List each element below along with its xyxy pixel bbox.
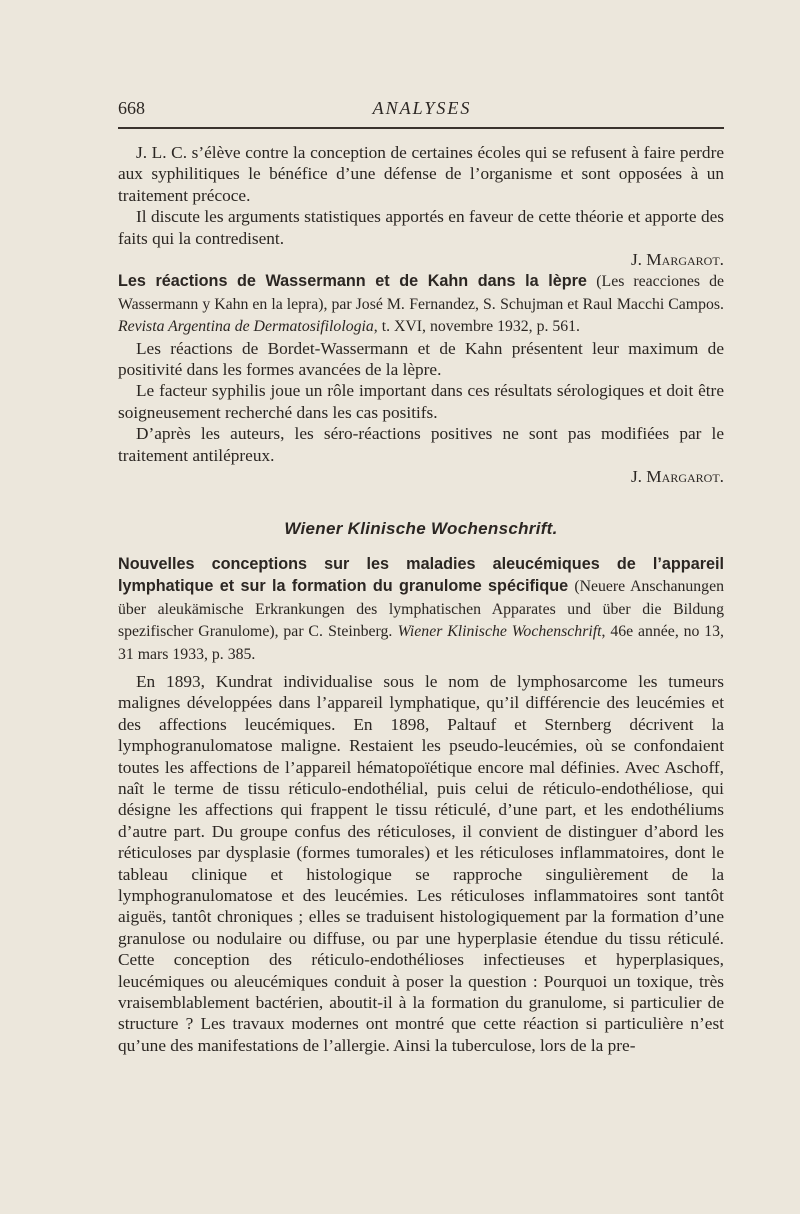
reference-text: . <box>720 295 724 313</box>
author-name: Fernandez <box>409 295 476 313</box>
reference-text: (Les reacciones de Wassermann y Kahn en la lepra), par José M. <box>118 273 724 313</box>
journal-name: Wiener Klinische Wochenschrift <box>397 623 602 641</box>
reference-text: et Raul <box>563 295 613 313</box>
reference-text: . <box>388 623 393 641</box>
paragraph: Il discute les arguments statistiques apportés en faveur de cette théorie et apporte des faits qui la contredisent. <box>118 207 724 248</box>
paragraph: Le facteur syphilis joue un rôle important dans ces résultats sérologiques et doit être soigneusement recherché dans les cas positifs. <box>118 381 724 422</box>
paragraph: Les réactions de Bordet-Wassermann et de Kahn présentent leur maximum de positivité dans les formes avancées de la lèpre. <box>118 338 724 380</box>
author-name: Steinberg <box>328 623 389 641</box>
page-number: 668 <box>118 98 145 118</box>
article-heading: Les réactions de Wassermann et de Kahn dans la lèpre <box>118 272 587 291</box>
article-heading: Nouvelles conceptions sur les maladies aleucémiques de l’appareil lymphatique et sur la formation du granulome spécifique <box>118 554 724 596</box>
paragraph: En 1893, Kundrat individualise sous le nom de lymphosarcome les tumeurs malignes développées dans l’appareil lymphatique, qu’il différencie des leucémies et des affections leucémiques. En 1898, Paltauf et Sternberg décrivent la lymphogranulomatose maligne. Restaient les pseudo-leucémies, où se confondaient toutes les affections de l’appareil hématopoïétique encore mal définies. Avec Aschoff, naît le terme de tissu réticulo-endothélial, puis celui de réticulo-endothéliose, qui désigne les affections qui frappent le tissu réticulé, d’une part, et les endothéliums d’autre part. Du groupe confus des réticuloses, il convient de distinguer d’abord les réticuloses par dysplasie (formes tumorales) et les réticuloses inflammatoires, dont le tableau clinique et histologique se rapproche singulièrement de la lymphogranulomatose et des leucémies. Les réticuloses inflammatoires sont tantôt aiguës, tantôt chroniques ; elles se traduisent histologiquement par la formation d’une granulose ou nodulaire ou diffuse, ou par une hyperplasie étendue du tissu réticulé. Cette conception des réticulo-endothélioses infectieuses et hyperplasiques, leucémiques ou aleucémiques conduit à poser la question : Pourquoi un toxique, très vraisemblablement bactérien, aboutit-il à la formation du granulome, si particulier de structure ? Les travaux modernes ont montré que cette réaction si particulière n’est qu’une des manifestations de l’allergie. Ainsi la tuberculose, lors de la pre- <box>118 671 724 1055</box>
signature: J. Margarot. <box>630 250 724 270</box>
reference-text: , 46e année, no 13, 31 mars 1933, p. 385. <box>118 623 725 663</box>
author-name: Schujman <box>500 295 564 313</box>
page-content <box>118 142 724 1056</box>
running-title: ANALYSES <box>372 98 472 118</box>
journal-name: Revista Argentina de Dermatosifilologia <box>118 318 374 336</box>
signature: J. Margarot. <box>630 467 724 487</box>
reference-text: , t. XVI, novembre 1932, p. 561. <box>373 318 581 336</box>
header-rule <box>118 127 724 129</box>
journal-section-title: Wiener Klinische Wochenschrift. <box>284 518 558 538</box>
article-reference <box>118 553 724 665</box>
author-name: Macchi Campos <box>616 295 721 313</box>
reference-text: , S. <box>475 295 496 313</box>
paragraph: J. L. C. s’élève contre la conception de certaines écoles qui se refusent à faire perdre aux syphilitiques le bénéfice d’une défense de l’organisme et sont opposées à un traitement précoce. <box>118 143 724 205</box>
running-header <box>118 98 726 122</box>
reference-text: (Neuere Anschanungen über aleukämische Erkrankungen des lymphatischen Apparates und über die Bildung spezifischer Granulome), par C. <box>118 578 724 641</box>
paragraph: D’après les auteurs, les séro-réactions positives ne sont pas modifiées par le traitement antilépreux. <box>118 424 724 465</box>
article-reference <box>118 270 724 337</box>
